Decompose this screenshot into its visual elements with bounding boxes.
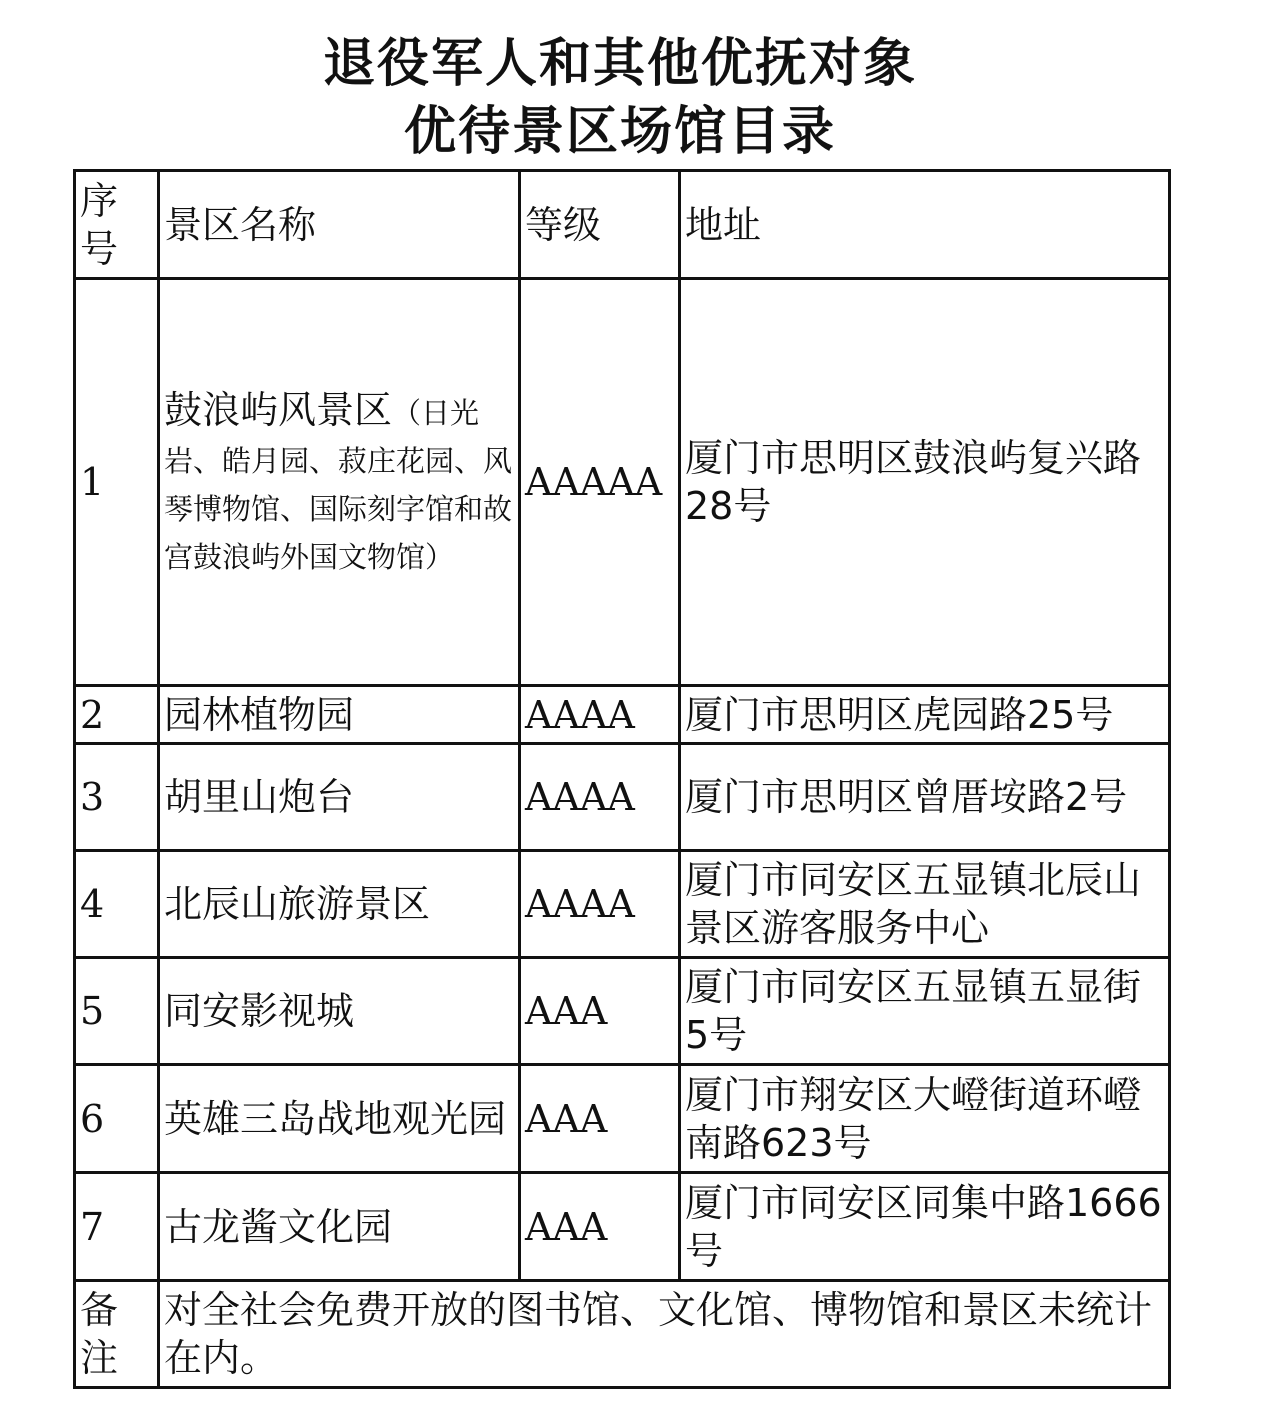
row-name-main: 鼓浪屿风景区 bbox=[164, 388, 393, 432]
remark-row bbox=[75, 1281, 1170, 1388]
row-address: 厦门市翔安区大嶝街道环嶝南路623号 bbox=[680, 1065, 1170, 1173]
row-name: 同安影视城 bbox=[159, 958, 520, 1065]
header-grade: 等级 bbox=[520, 171, 680, 279]
row-name bbox=[159, 279, 520, 686]
scenic-catalog-table bbox=[73, 169, 1171, 1389]
header-index: 序号 bbox=[75, 171, 159, 279]
table-row bbox=[75, 851, 1170, 958]
table-row bbox=[75, 1065, 1170, 1173]
row-grade: AAAAA bbox=[520, 279, 680, 686]
row-grade: AAA bbox=[520, 1065, 680, 1173]
header-address: 地址 bbox=[680, 171, 1170, 279]
row-index: 3 bbox=[75, 744, 159, 851]
table-row bbox=[75, 686, 1170, 744]
row-grade: AAAA bbox=[520, 851, 680, 958]
row-index: 4 bbox=[75, 851, 159, 958]
table-row bbox=[75, 279, 1170, 686]
row-name-note: （日光岩、皓月园、菽庄花园、风琴博物馆、国际刻字馆和故宫鼓浪屿外国文物馆） bbox=[164, 396, 513, 574]
row-name: 胡里山炮台 bbox=[159, 744, 520, 851]
row-index: 2 bbox=[75, 686, 159, 744]
table-row bbox=[75, 1173, 1170, 1281]
row-grade: AAA bbox=[520, 958, 680, 1065]
row-grade: AAA bbox=[520, 1173, 680, 1281]
table-row bbox=[75, 744, 1170, 851]
row-grade: AAAA bbox=[520, 686, 680, 744]
remark-text: 对全社会免费开放的图书馆、文化馆、博物馆和景区未统计在内。 bbox=[159, 1281, 1170, 1388]
row-address: 厦门市思明区虎园路25号 bbox=[680, 686, 1170, 744]
row-index: 5 bbox=[75, 958, 159, 1065]
table-row bbox=[75, 958, 1170, 1065]
row-grade: AAAA bbox=[520, 744, 680, 851]
row-name: 英雄三岛战地观光园 bbox=[159, 1065, 520, 1173]
row-address: 厦门市思明区曾厝垵路2号 bbox=[680, 744, 1170, 851]
row-index: 1 bbox=[75, 279, 159, 686]
page-title-line2: 优待景区场馆目录 bbox=[403, 102, 836, 162]
row-address: 厦门市同安区五显镇北辰山景区游客服务中心 bbox=[680, 851, 1170, 958]
row-index: 6 bbox=[75, 1065, 159, 1173]
row-name: 北辰山旅游景区 bbox=[159, 851, 520, 958]
row-address: 厦门市同安区同集中路1666号 bbox=[680, 1173, 1170, 1281]
row-address: 厦门市思明区鼓浪屿复兴路28号 bbox=[680, 279, 1170, 686]
header-row bbox=[75, 171, 1170, 279]
row-address: 厦门市同安区五显镇五显街5号 bbox=[680, 958, 1170, 1065]
remark-label: 备注 bbox=[75, 1281, 159, 1388]
page-title-line1: 退役军人和其他优抚对象 bbox=[322, 34, 917, 94]
header-name: 景区名称 bbox=[159, 171, 520, 279]
row-name: 古龙酱文化园 bbox=[159, 1173, 520, 1281]
row-name: 园林植物园 bbox=[159, 686, 520, 744]
row-index: 7 bbox=[75, 1173, 159, 1281]
